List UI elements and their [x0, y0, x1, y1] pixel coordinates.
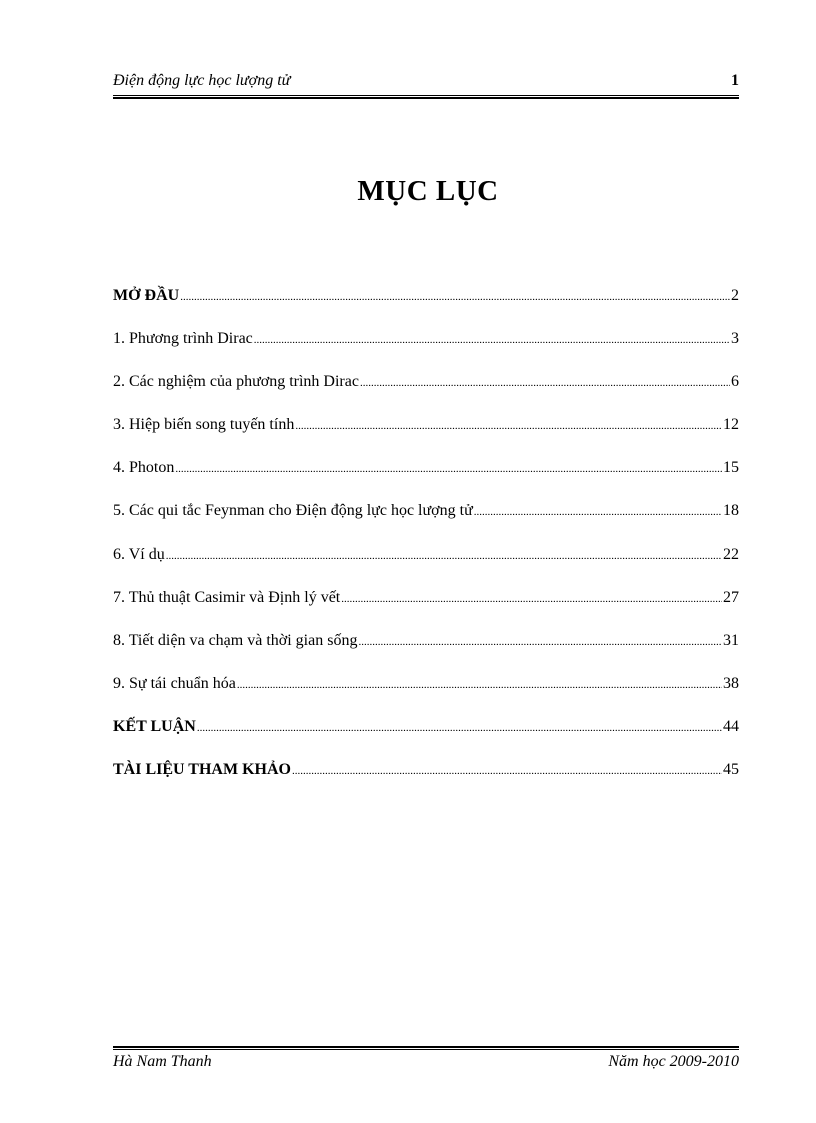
- header-rule: [113, 95, 739, 99]
- toc-entry[interactable]: [113, 718, 739, 761]
- toc-entry[interactable]: [113, 459, 739, 502]
- toc-entry-label: 5. Các qui tắc Feynman cho Điện động lực học lượng tử: [113, 502, 473, 520]
- toc-entry-page: 22: [723, 545, 739, 563]
- toc-entry-label: 1. Phương trình Dirac: [113, 330, 253, 348]
- toc-entry-label: 9. Sự tái chuẩn hóa: [113, 674, 236, 692]
- toc-leader: [197, 722, 722, 734]
- toc-entry-label: TÀI LIỆU THAM KHẢO: [113, 761, 291, 779]
- toc-entry-page: 45: [723, 761, 739, 779]
- header-page-number: 1: [731, 72, 739, 89]
- toc-entry-label: 2. Các nghiệm của phương trình Dirac: [113, 373, 359, 391]
- toc-entry[interactable]: [113, 416, 739, 459]
- toc-entry[interactable]: [113, 632, 739, 675]
- page-footer: [113, 1044, 739, 1074]
- toc-leader: [341, 593, 722, 605]
- toc-leader: [295, 420, 722, 432]
- toc-entry[interactable]: [113, 546, 739, 589]
- toc-entry-page: 12: [723, 416, 739, 434]
- toc-entry-label: 3. Hiệp biến song tuyến tính: [113, 416, 295, 434]
- toc-entry-page: 15: [723, 459, 739, 477]
- toc-entry-label: 7. Thủ thuật Casimir và Định lý vết: [113, 588, 341, 606]
- toc-entry-page: 44: [723, 717, 739, 735]
- toc-entry-label: 4. Photon: [113, 459, 175, 477]
- footer-academic-year: Năm học 2009-2010: [608, 1053, 739, 1070]
- toc-entry-page: 31: [723, 631, 739, 649]
- header-title: Điện động lực học lượng tử: [113, 72, 291, 89]
- toc-entry[interactable]: [113, 589, 739, 632]
- footer-rule: [113, 1046, 739, 1050]
- toc-entry-label: 6. Ví dụ: [113, 545, 165, 563]
- toc-entry-page: 2: [731, 287, 739, 304]
- toc-leader: [474, 506, 722, 518]
- toc-leader: [360, 377, 730, 389]
- toc-entry-page: 6: [731, 373, 739, 391]
- toc-entry[interactable]: [113, 287, 739, 330]
- footer-author: Hà Nam Thanh: [113, 1053, 212, 1070]
- toc-entry-page: 27: [723, 588, 739, 606]
- toc-leader: [292, 765, 722, 777]
- toc-leader: [180, 291, 730, 303]
- toc-leader: [175, 463, 722, 475]
- toc-entry[interactable]: [113, 330, 739, 373]
- toc-title: MỤC LỤC: [357, 175, 499, 207]
- toc-entry-label: 8. Tiết diện va chạm và thời gian sống: [113, 631, 358, 649]
- toc-entry[interactable]: [113, 373, 739, 416]
- toc-leader: [166, 550, 722, 562]
- toc-entry[interactable]: [113, 502, 739, 545]
- toc-entry-page: 3: [731, 330, 739, 348]
- toc-leader: [254, 334, 730, 346]
- toc-entry-page: 18: [723, 502, 739, 520]
- toc-entry-page: 38: [723, 674, 739, 692]
- toc-entry-label: KẾT LUẬN: [113, 717, 196, 735]
- page-header: [113, 70, 739, 98]
- toc-entry[interactable]: [113, 675, 739, 718]
- table-of-contents: [113, 287, 739, 804]
- toc-entry-label: MỞ ĐẦU: [113, 287, 180, 304]
- toc-leader: [358, 636, 722, 648]
- toc-entry[interactable]: [113, 761, 739, 804]
- toc-leader: [237, 679, 722, 691]
